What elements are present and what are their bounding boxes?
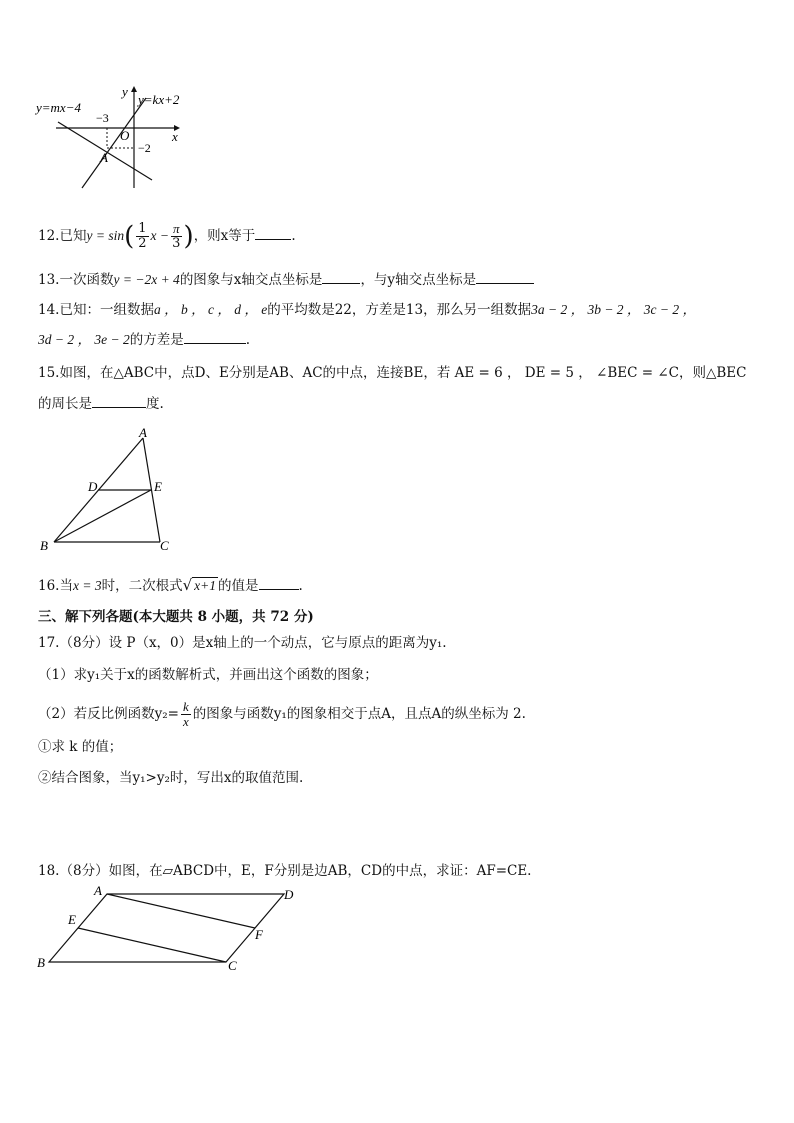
fig2-label-c: C bbox=[160, 538, 169, 553]
fig3-label-a: A bbox=[94, 884, 102, 898]
question-17-part2: （2）若反比例函数y₂= $\frac{k}{x}$ 的图象与函数y₁的图象相交于点A，且点A的纵坐标为 2. bbox=[38, 699, 526, 729]
question-17-sub2: ②结合图象，当y₁>y₂时，写出x的取值范围. bbox=[38, 770, 304, 786]
fig1-label-line1: y=mx−4 bbox=[36, 100, 81, 115]
figure-parallelogram-abcd bbox=[34, 884, 304, 974]
fig2-label-d: D bbox=[88, 479, 98, 494]
answer-blank-13b[interactable] bbox=[476, 271, 534, 284]
answer-blank-15[interactable] bbox=[92, 395, 146, 408]
question-14-line1: 14.已知：一组数据a ， b ， c ， d ， e的平均数是22，方差是13，那么另一组数据3a − 2 ， 3b − 2 ， 3c − 2 ， bbox=[38, 302, 697, 318]
fraction-half: $\frac{1}{2}$ bbox=[138, 221, 147, 251]
fig1-label-y-value: −2 bbox=[138, 141, 151, 155]
question-14-line2: 3d − 2 ， 3e − 2的方差是 . bbox=[38, 332, 251, 348]
question-16: 16.当x = 3时，二次根式√ x+1 的值是 . bbox=[38, 576, 303, 594]
question-18: 18.（8分）如图，在▱ABCD中，E，F分别是边AB，CD的中点，求证：AF=CE. bbox=[38, 863, 532, 879]
fraction-pi-third: $\frac{\pi}{3}$ bbox=[172, 221, 181, 251]
fig1-label-point: A bbox=[100, 150, 108, 165]
y-axis-arrow bbox=[131, 86, 137, 92]
fig3-label-f: F bbox=[255, 927, 263, 942]
fig2-label-b: B bbox=[40, 538, 48, 553]
fig3-label-b: B bbox=[37, 955, 45, 970]
question-12: 12.已知y = sin( $\frac{1}{2}$ x − $\frac{\pi}{3}$ )，则x等于 . bbox=[38, 221, 296, 252]
question-17-sub1: ①求 k 的值； bbox=[38, 739, 123, 755]
answer-blank-12[interactable] bbox=[255, 227, 291, 240]
answer-blank-13a[interactable] bbox=[322, 271, 360, 284]
fig1-label-x: x bbox=[172, 129, 178, 144]
fig1-label-y: y bbox=[122, 84, 128, 99]
fig3-label-e: E bbox=[68, 912, 76, 927]
radicand: x+1 bbox=[194, 578, 217, 593]
fig1-label-origin: O bbox=[120, 128, 130, 143]
figure-two-lines bbox=[34, 84, 194, 194]
fig2-label-a: A bbox=[139, 426, 147, 440]
fig1-label-line2: y=kx+2 bbox=[138, 92, 180, 107]
fig1-label-x-value: −3 bbox=[96, 111, 109, 125]
fig2-label-e: E bbox=[154, 479, 162, 494]
answer-blank-16[interactable] bbox=[259, 577, 299, 590]
fraction-k-over-x: $\frac{k}{x}$ bbox=[182, 699, 189, 729]
section-3-title: 三、解下列各题(本大题共 8 小题，共 72 分) bbox=[38, 609, 314, 625]
question-15-line2: 的周长是 度. bbox=[38, 396, 164, 412]
fig3-label-c: C bbox=[228, 958, 237, 973]
answer-blank-14[interactable] bbox=[184, 331, 246, 344]
question-17-intro: 17.（8分）设 P（x，0）是x轴上的一个动点，它与原点的距离为y₁. bbox=[38, 635, 447, 651]
fig3-label-d: D bbox=[284, 887, 294, 902]
question-15-line1: 15.如图，在△ABC中，点D、E分别是AB、AC的中点，连接BE，若 AE = 6 ， DE = 5 ， ∠BEC = ∠C，则△BEC bbox=[38, 365, 747, 381]
radical-sign: √ bbox=[182, 576, 193, 594]
question-17-part1: （1）求y₁关于x的函数解析式，并画出这个函数的图象； bbox=[38, 667, 378, 683]
figure-triangle-abc bbox=[36, 426, 186, 556]
question-13: 13.一次函数y = −2x + 4的图象与x轴交点坐标是 ，与y轴交点坐标是 bbox=[38, 271, 534, 289]
